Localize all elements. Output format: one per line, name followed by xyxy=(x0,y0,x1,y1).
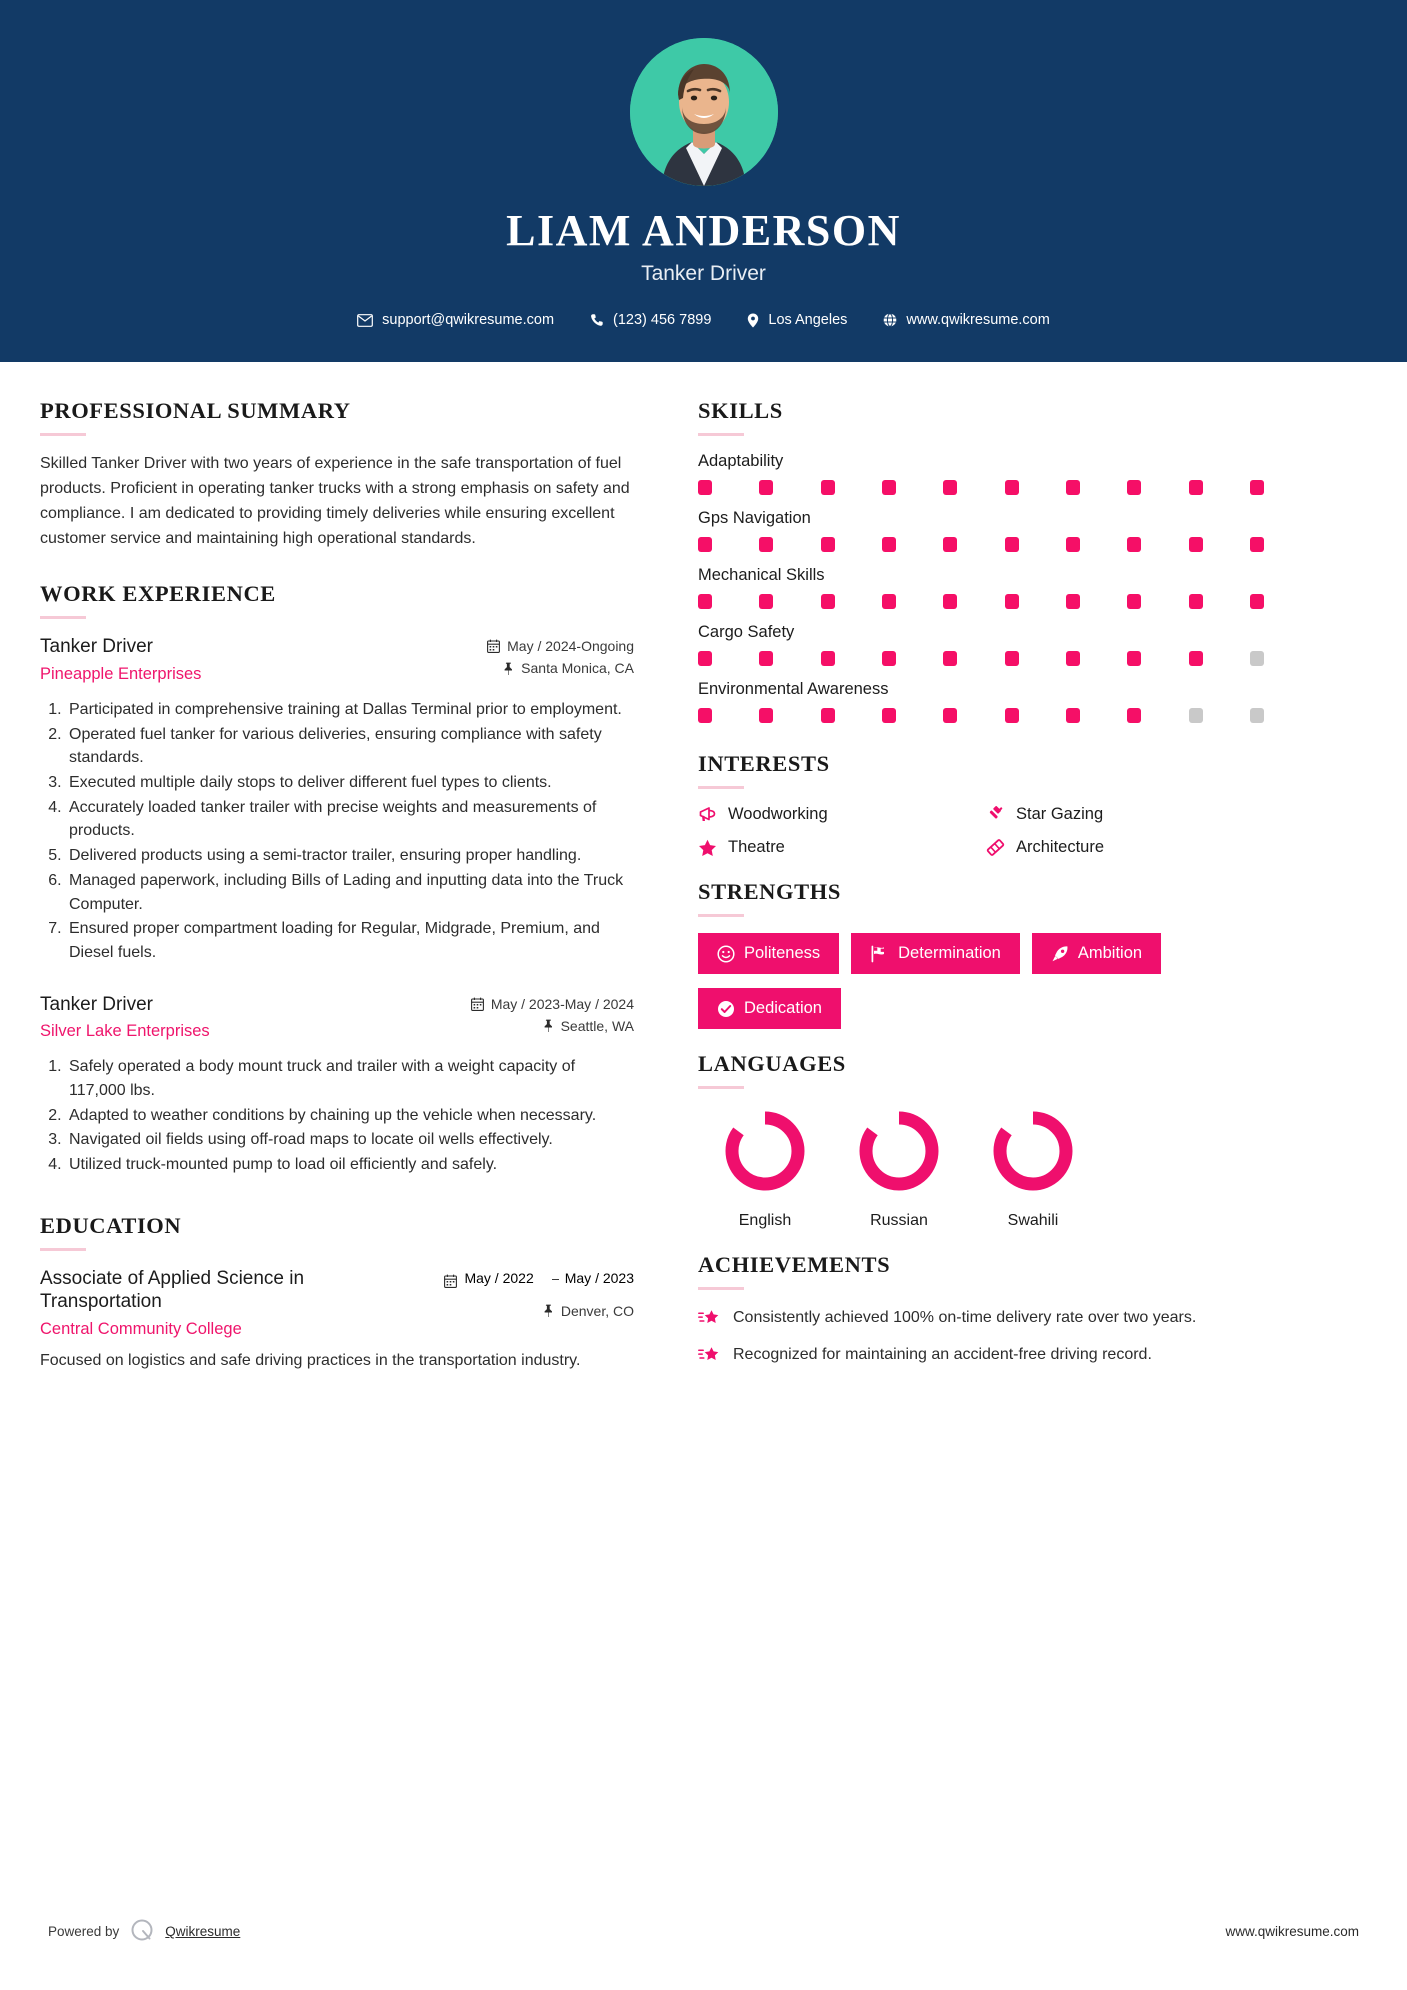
section-heading-interests: INTERESTS xyxy=(698,751,830,777)
skill-dot xyxy=(882,651,896,666)
work-entry xyxy=(40,993,634,1177)
work-bullet: 5. Delivered products using a semi-tractor trailer, ensuring proper handling. xyxy=(66,844,634,868)
skill-item xyxy=(698,509,1264,552)
skill-label: Gps Navigation xyxy=(698,509,811,528)
skill-dot xyxy=(1189,651,1203,666)
skill-dot xyxy=(821,708,835,723)
skill-rating xyxy=(698,651,1264,666)
skill-dot xyxy=(882,480,896,495)
skill-dot xyxy=(1189,537,1203,552)
page-footer xyxy=(0,1917,1407,1946)
skill-dot xyxy=(943,594,957,609)
section-interests xyxy=(698,751,1264,857)
language-label: English xyxy=(738,1212,792,1230)
skill-dot xyxy=(1250,708,1264,723)
language-label: Swahili xyxy=(1007,1212,1059,1230)
globe-icon xyxy=(883,313,897,327)
section-languages xyxy=(698,1051,1264,1230)
work-bullet: 2. Operated fuel tanker for various deliveries, ensuring compliance with safety standards. xyxy=(66,723,634,770)
check-circle-icon xyxy=(717,1000,735,1018)
section-education xyxy=(40,1213,634,1374)
section-heading-skills: SKILLS xyxy=(698,398,783,424)
skill-dot xyxy=(1066,537,1080,552)
strength-tag xyxy=(698,988,841,1029)
work-organization: Silver Lake Enterprises xyxy=(40,1022,210,1041)
work-bullet: 3. Navigated oil fields using off-road maps to locate oil wells effectively. xyxy=(66,1128,634,1152)
skill-dot xyxy=(1127,594,1141,609)
skill-dot xyxy=(698,651,712,666)
education-degree: Associate of Applied Science in Transportation xyxy=(40,1267,305,1313)
work-bullet: 6. Managed paperwork, including Bills of Lading and inputting data into the Truck Computer. xyxy=(66,869,634,916)
skill-dot xyxy=(1005,480,1019,495)
achievement-text: Recognized for maintaining an accident-free driving record. xyxy=(733,1346,1152,1364)
section-rule xyxy=(40,616,86,619)
skill-item xyxy=(698,452,1264,495)
work-bullet: 4. Accurately loaded tanker trailer with precise weights and measurements of products. xyxy=(66,796,634,843)
contact-location[interactable] xyxy=(747,312,847,328)
section-rule xyxy=(698,1287,744,1290)
section-heading-work: WORK EXPERIENCE xyxy=(40,581,276,607)
skill-dot xyxy=(943,480,957,495)
section-skills xyxy=(698,398,1264,723)
contact-phone-text: (123) 456 7899 xyxy=(613,312,712,329)
interest-label: Star Gazing xyxy=(1016,805,1104,824)
section-rule xyxy=(40,433,86,436)
brand-link[interactable]: Qwikresume xyxy=(165,1924,241,1939)
envelope-icon xyxy=(357,314,373,327)
work-location-text: Santa Monica, CA xyxy=(521,660,634,677)
languages-list xyxy=(698,1105,1264,1230)
section-rule xyxy=(698,914,744,917)
achievement-item xyxy=(698,1343,1264,1366)
calendar-icon xyxy=(471,997,484,1011)
header-subtitle: Tanker Driver xyxy=(641,262,766,286)
skill-rating xyxy=(698,708,1264,723)
education-location-text: Denver, CO xyxy=(560,1302,634,1319)
calendar-icon xyxy=(444,1270,457,1293)
skill-dot xyxy=(821,594,835,609)
ticket-icon xyxy=(986,839,1005,856)
skill-label: Environmental Awareness xyxy=(698,680,889,699)
skill-dot xyxy=(943,537,957,552)
education-location xyxy=(444,1303,634,1319)
education-school: Central Community College xyxy=(40,1320,242,1339)
skill-label: Cargo Safety xyxy=(698,623,795,642)
calendar-icon xyxy=(487,639,500,653)
skill-dot xyxy=(1127,651,1141,666)
skill-dot xyxy=(759,537,773,552)
skill-dot xyxy=(1066,651,1080,666)
work-dates xyxy=(471,996,634,1012)
language-item xyxy=(966,1105,1100,1230)
pin-icon xyxy=(503,662,514,675)
skill-dot xyxy=(821,480,835,495)
skill-item xyxy=(698,680,1264,723)
education-date-start: May / 2022 xyxy=(464,1269,534,1286)
strength-tag xyxy=(698,933,839,974)
skill-dot xyxy=(759,708,773,723)
contact-email[interactable] xyxy=(357,312,554,328)
skill-item xyxy=(698,566,1264,609)
smiley-icon xyxy=(717,945,735,963)
section-heading-strengths: STRENGTHS xyxy=(698,879,841,905)
language-progress-ring xyxy=(987,1105,1079,1197)
language-progress-ring xyxy=(719,1105,811,1197)
work-location-text: Seattle, WA xyxy=(560,1017,634,1034)
section-rule xyxy=(40,1248,86,1251)
skill-dot xyxy=(1005,651,1019,666)
skill-dot xyxy=(1005,708,1019,723)
section-achievements xyxy=(698,1252,1264,1366)
contact-row xyxy=(0,312,1407,328)
skill-dot xyxy=(759,651,773,666)
skill-dot xyxy=(1250,480,1264,495)
skill-label: Mechanical Skills xyxy=(698,566,825,585)
skill-dot xyxy=(821,651,835,666)
qwikresume-logo-icon xyxy=(129,1917,155,1946)
powered-by-label: Powered by xyxy=(48,1924,120,1939)
resume-header xyxy=(0,0,1407,362)
pin-icon xyxy=(543,1019,554,1032)
skill-dot xyxy=(698,594,712,609)
work-location xyxy=(471,1018,634,1034)
work-bullet: 3. Executed multiple daily stops to deliver different fuel types to clients. xyxy=(66,771,634,795)
section-heading-summary: PROFESSIONAL SUMMARY xyxy=(40,398,351,424)
education-dates xyxy=(444,1270,634,1293)
skill-dot xyxy=(1066,480,1080,495)
interest-label: Woodworking xyxy=(728,805,828,824)
skill-rating xyxy=(698,537,1264,552)
skill-dot xyxy=(1127,537,1141,552)
skill-dot xyxy=(882,594,896,609)
section-rule xyxy=(698,433,744,436)
skill-dot xyxy=(698,480,712,495)
skill-dot xyxy=(943,708,957,723)
skill-dot xyxy=(821,537,835,552)
skill-dot xyxy=(698,708,712,723)
section-rule xyxy=(698,786,744,789)
skill-dot xyxy=(1189,594,1203,609)
flag-icon xyxy=(870,945,889,963)
section-rule xyxy=(698,1086,744,1089)
megaphone-icon xyxy=(698,806,717,823)
skill-label: Adaptability xyxy=(698,452,784,471)
skill-dot xyxy=(698,537,712,552)
achievement-item xyxy=(698,1306,1264,1329)
contact-website[interactable] xyxy=(883,312,1049,328)
work-bullet: 1. Participated in comprehensive training at Dallas Terminal prior to employment. xyxy=(66,698,634,722)
skill-rating xyxy=(698,480,1264,495)
skill-dot xyxy=(1127,480,1141,495)
skill-dot xyxy=(1250,594,1264,609)
phone-icon xyxy=(590,313,604,327)
strength-label: Politeness xyxy=(744,944,821,963)
interest-item xyxy=(986,805,1264,824)
avatar-photo xyxy=(630,38,778,186)
interests-grid xyxy=(698,805,1264,857)
skill-dot xyxy=(943,651,957,666)
contact-website-text: www.qwikresume.com xyxy=(906,312,1050,329)
summary-text: Skilled Tanker Driver with two years of experience in the safe transportation of fuel products. Proficient in operating tanker trucks with a strong emphasis on safety and compliance. I am dedicated to providing timely deliveries while ensuring excellent customer service and maintaining high operational standards. xyxy=(40,455,630,547)
work-role: Tanker Driver xyxy=(40,636,153,658)
work-bullets xyxy=(40,698,634,964)
section-work-experience xyxy=(40,581,634,1176)
shooting-star-icon xyxy=(698,1306,720,1328)
language-item xyxy=(832,1105,966,1230)
interest-item xyxy=(698,805,976,824)
work-role: Tanker Driver xyxy=(40,993,153,1015)
work-dates-text: May / 2023-May / 2024 xyxy=(490,995,634,1012)
interest-label: Theatre xyxy=(728,838,785,857)
interest-label: Architecture xyxy=(1016,838,1105,857)
section-heading-languages: LANGUAGES xyxy=(698,1051,846,1077)
education-entry xyxy=(40,1267,634,1374)
resume-body xyxy=(0,362,1407,1380)
work-bullet: 4. Utilized truck-mounted pump to load oil efficiently and safely. xyxy=(66,1153,634,1177)
footer-url[interactable]: www.qwikresume.com xyxy=(1225,1924,1359,1939)
contact-phone[interactable] xyxy=(590,312,711,328)
right-column xyxy=(664,398,1264,1380)
skill-dot xyxy=(1066,594,1080,609)
interest-item xyxy=(986,838,1264,857)
map-pin-icon xyxy=(747,313,759,328)
skill-dot xyxy=(759,594,773,609)
work-dates-text: May / 2024-Ongoing xyxy=(507,638,634,655)
language-label: Russian xyxy=(870,1212,928,1230)
skill-dot xyxy=(1189,708,1203,723)
contact-location-text: Los Angeles xyxy=(768,312,848,329)
section-professional-summary xyxy=(40,398,634,551)
language-progress-ring xyxy=(853,1105,945,1197)
work-bullet: 7. Ensured proper compartment loading for Regular, Midgrade, Premium, and Diesel fuels. xyxy=(66,917,634,964)
work-dates xyxy=(487,638,634,654)
skill-dot xyxy=(759,480,773,495)
section-heading-achievements: ACHIEVEMENTS xyxy=(698,1252,891,1278)
gavel-icon xyxy=(986,806,1005,823)
left-column xyxy=(40,398,634,1379)
interest-item xyxy=(698,838,976,857)
star-icon xyxy=(698,839,717,857)
work-location xyxy=(487,660,634,676)
work-organization: Pineapple Enterprises xyxy=(40,665,202,684)
work-entry xyxy=(40,635,634,964)
work-bullet: 1. Safely operated a body mount truck and trailer with a weight capacity of 117,000 lbs. xyxy=(66,1055,634,1102)
page-title: LIAM ANDERSON xyxy=(506,206,901,255)
strength-label: Dedication xyxy=(744,999,822,1018)
skill-dot xyxy=(882,708,896,723)
skill-dot xyxy=(1250,537,1264,552)
skill-dot xyxy=(1066,708,1080,723)
achievement-text: Consistently achieved 100% on-time delivery rate over two years. xyxy=(733,1309,1197,1327)
education-date-end: May / 2023 xyxy=(564,1269,634,1286)
strength-tag xyxy=(851,933,1020,974)
strength-label: Determination xyxy=(898,944,1001,963)
skill-dot xyxy=(1005,537,1019,552)
rocket-icon xyxy=(1051,945,1069,963)
education-description: Focused on logistics and safe driving practices in the transportation industry. xyxy=(40,1352,581,1370)
contact-email-text: support@qwikresume.com xyxy=(382,312,555,329)
avatar xyxy=(630,38,778,186)
skill-dot xyxy=(1005,594,1019,609)
shooting-star-icon xyxy=(698,1343,720,1365)
skill-dot xyxy=(1250,651,1264,666)
work-bullets xyxy=(40,1055,634,1176)
skill-dot xyxy=(1127,708,1141,723)
strength-label: Ambition xyxy=(1077,944,1143,963)
powered-by xyxy=(48,1917,240,1946)
strength-tag xyxy=(1032,933,1161,974)
section-heading-education: EDUCATION xyxy=(40,1212,182,1238)
pin-icon xyxy=(543,1304,554,1317)
strengths-list xyxy=(698,933,1264,1029)
skill-dot xyxy=(882,537,896,552)
skill-item xyxy=(698,623,1264,666)
language-item xyxy=(698,1105,832,1230)
work-bullet: 2. Adapted to weather conditions by chaining up the vehicle when necessary. xyxy=(66,1104,634,1128)
skill-dot xyxy=(1189,480,1203,495)
section-strengths xyxy=(698,879,1264,1029)
skill-rating xyxy=(698,594,1264,609)
